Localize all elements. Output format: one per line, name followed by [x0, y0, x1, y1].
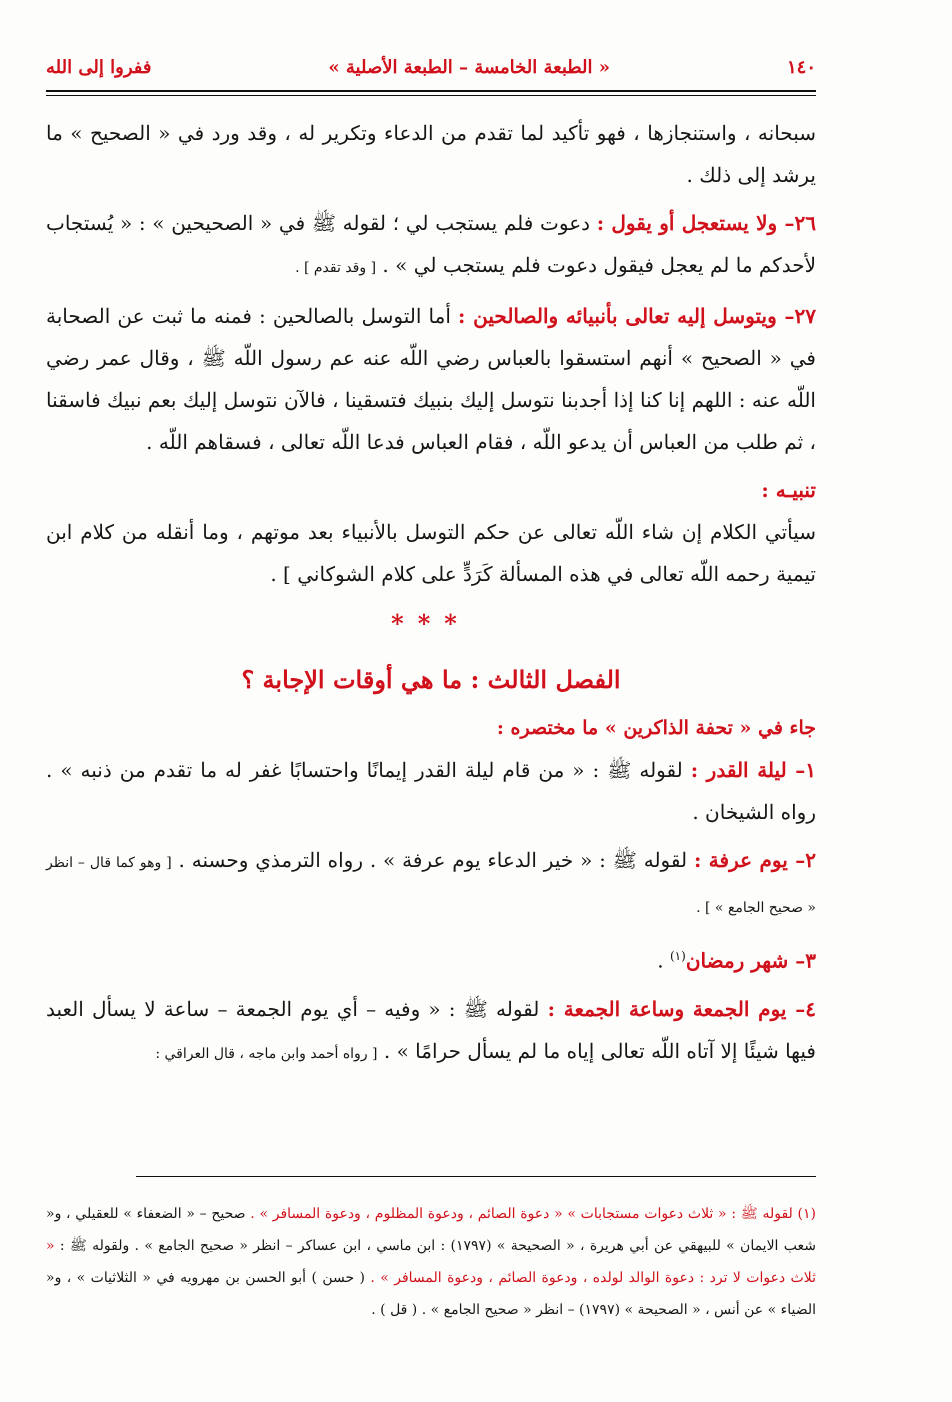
item-2-note: [ وهو كما قال – انظر « صحيح الجامع » ] . — [46, 855, 816, 916]
item-26-text: دعوت فلم يستجب لي ؛ لقوله ﷺ في « الصحيحين » : « يُستجاب لأحدكم ما لم يعجل فيقول دعوت فلم يستجب لي » . — [46, 211, 816, 277]
paragraph-26 — [46, 202, 816, 289]
note-heading: تنبيـه : — [761, 478, 816, 502]
footnote-line2: ( حسن ) أبو الحسن بن مهرويه في « الثلاثيات » ، و« الضياء » عن أنس ، « الصحيحة » (١٧٩٧) – انظر « صحيح الجامع » . ( قل ) . — [46, 1270, 816, 1318]
footnote — [46, 1198, 816, 1326]
page-header — [46, 50, 816, 84]
item-4-note: [ رواه أحمد وابن ماجه ، قال العراقي : — [155, 1045, 378, 1062]
item-27-text: أما التوسل بالصالحين : فمنه ما ثبت عن الصحابة في « الصحيح » أنهم استسقوا بالعباس رضي اللّه عنه عم رسول اللّه ﷺ ، وقال عمر رضي اللّه عنه : اللهم إنا كنا إذا أجدبنا نتوسل إليك بنبيك فتسقينا ، فالآن نتوسل إليك بعم نبيك فاسقنا ، ثم طلب من العباس أن يدعو اللّه ، فقام العباس فدعا اللّه تعالى ، فسقاهم اللّه . — [46, 304, 816, 454]
header-rule-thin — [46, 95, 816, 96]
item-26-heading: ٢٦– ولا يستعجل أو يقول : — [596, 211, 816, 235]
item-3-heading: ٣– شهر رمضان — [685, 948, 816, 973]
item-1 — [46, 749, 816, 833]
note-text: سيأتي الكلام إن شاء اللّه تعالى عن حكم التوسل بالأنبياء بعد موتهم ، وما أنقله من كلام ابن تيمية رحمه اللّه تعالى في هذه المسألة كَرَدٍّ على كلام الشوكاني ] . — [46, 520, 816, 586]
book-title: ففروا إلى الله — [46, 56, 152, 78]
footnote-quote2: « ثلاث دعوات لا ترد : دعوة الوالد لولده ، ودعوة الصائم ، ودعوة المسافر » . — [46, 1238, 816, 1286]
paragraph-intro: سبحانه ، واستنجازها ، فهو تأكيد لما تقدم من الدعاء وتكرير له ، وقد ورد في « الصحيح » ما يرشد إلى ذلك . — [46, 121, 816, 187]
item-4-text: لقوله ﷺ : « وفيه – أي يوم الجمعة – ساعة لا يسأل العبد فيها شيئًا إلا آتاه اللّه تعالى إياه ما لم يسأل حرامًا » . — [46, 996, 816, 1063]
footnote-paragraph — [46, 1198, 816, 1326]
item-26-note: [ وقد تقدم ] . — [295, 260, 377, 276]
item-2 — [46, 839, 816, 929]
footnote-marker: (١) — [669, 949, 686, 963]
item-1-heading: ١– ليلة القدر : — [690, 758, 817, 782]
edition-label: « الطبعة الخامسة – الطبعة الأصلية » — [328, 56, 611, 78]
item-27-heading: ٢٧– ويتوسل إليه تعالى بأنبيائه والصالحين : — [458, 304, 817, 328]
item-3 — [46, 935, 816, 982]
footnote-lead: (١) لقوله ﷺ : « ثلاث دعوات مستجابات » « دعوة الصائم ، ودعوة المظلوم ، ودعوة المسافر » . — [250, 1206, 816, 1222]
item-2-heading: ٢– يوم عرفة : — [693, 848, 816, 872]
main-text — [46, 112, 816, 1081]
section-divider-stars: *** — [391, 609, 471, 638]
chapter-title: الفصل الثالث : ما هي أوقات الإجابة ؟ — [241, 665, 621, 694]
header-rule-thick — [46, 90, 816, 92]
footnote-line1: صحيح – « الضعفاء » للعقيلي ، و« شعب الايمان » للبيهقي عن أبي هريرة ، « الصحيحة » (١٧٩٧) : ابن ماسي ، ابن عساكر – انظر « صحيح الجامع » . ولقوله ﷺ : — [46, 1206, 816, 1254]
item-4-heading: ٤– يوم الجمعة وساعة الجمعة : — [547, 996, 816, 1021]
paragraph-27 — [46, 295, 816, 463]
page-number: ١٤٠ — [786, 56, 816, 78]
item-3-end: . — [657, 948, 670, 973]
footnote-rule — [136, 1176, 816, 1177]
subheading: جاء في « تحفة الذاكرين » ما مختصره : — [496, 717, 816, 739]
item-4 — [46, 988, 816, 1075]
item-1-text: لقوله ﷺ : « من قام ليلة القدر إيمانًا واحتسابًا غفر له ما تقدم من ذنبه » . رواه الشيخان . — [46, 758, 816, 824]
item-2-text: لقوله ﷺ : « خير الدعاء يوم عرفة » . رواه الترمذي وحسنه . — [171, 848, 694, 872]
